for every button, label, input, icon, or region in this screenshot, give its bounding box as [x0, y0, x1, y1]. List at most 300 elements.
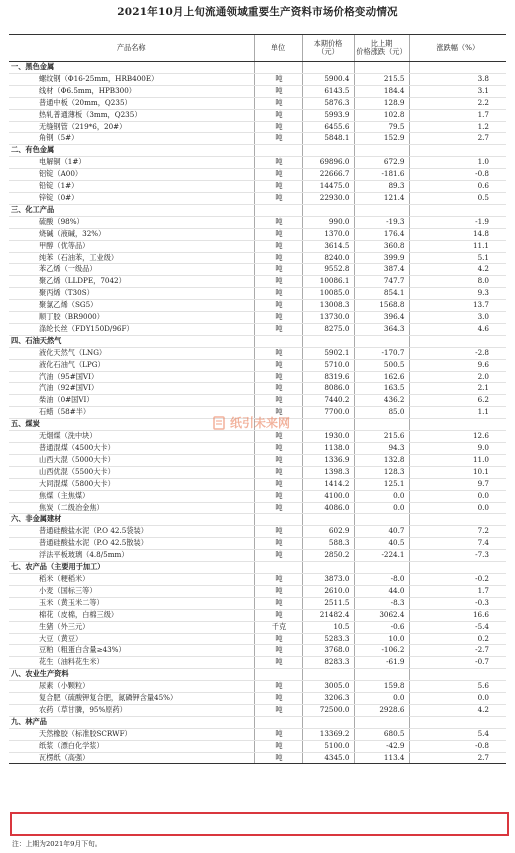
- change-cell: -0.6: [354, 621, 409, 633]
- change-cell: [354, 145, 409, 157]
- price-cell: 9552.8: [302, 264, 354, 276]
- name-cell: 大同混煤（5800大卡）: [9, 478, 254, 490]
- change-cell: 113.4: [354, 752, 409, 764]
- change-cell: 94.3: [354, 443, 409, 455]
- pct-cell: 7.2: [409, 526, 506, 538]
- table-row: [9, 550, 506, 562]
- header-price: [302, 35, 354, 62]
- pct-cell: 1.7: [409, 109, 506, 121]
- unit-cell: [254, 62, 302, 74]
- pct-cell: [409, 562, 506, 574]
- change-cell: 85.0: [354, 407, 409, 419]
- change-cell: [354, 204, 409, 216]
- table-row: [9, 169, 506, 181]
- pct-cell: 16.6: [409, 609, 506, 621]
- watermark: [212, 414, 290, 431]
- unit-cell: 吨: [254, 347, 302, 359]
- unit-cell: 吨: [254, 681, 302, 693]
- change-cell: 159.8: [354, 681, 409, 693]
- name-cell: 小麦（国标三等）: [9, 585, 254, 597]
- pct-cell: 14.8: [409, 228, 506, 240]
- pct-cell: 2.7: [409, 133, 506, 145]
- name-cell: 无烟煤（洗中块）: [9, 431, 254, 443]
- name-cell: 汽油（95#国VI）: [9, 371, 254, 383]
- pct-cell: -2.7: [409, 645, 506, 657]
- price-cell: 2511.5: [302, 597, 354, 609]
- name-cell: 线材（Φ6.5mm，HPB300）: [9, 85, 254, 97]
- pct-cell: 0.6: [409, 181, 506, 193]
- table-row: [9, 657, 506, 669]
- name-cell: 硫酸（98%）: [9, 216, 254, 228]
- price-cell: 3206.3: [302, 693, 354, 705]
- pct-cell: 0.0: [409, 490, 506, 502]
- pct-cell: [409, 335, 506, 347]
- price-cell: 2610.0: [302, 585, 354, 597]
- pct-cell: 1.7: [409, 585, 506, 597]
- change-cell: 672.9: [354, 157, 409, 169]
- section-title: 二、有色金属: [9, 145, 254, 157]
- name-cell: 瓦楞纸（高强）: [9, 752, 254, 764]
- unit-cell: 吨: [254, 192, 302, 204]
- name-cell: 顺丁胶（BR9000）: [9, 312, 254, 324]
- pct-cell: [409, 514, 506, 526]
- price-cell: 1138.0: [302, 443, 354, 455]
- header-change-line1: 比上期: [370, 38, 393, 48]
- table-row: [9, 73, 506, 85]
- table-row: [9, 395, 506, 407]
- unit-cell: 吨: [254, 597, 302, 609]
- unit-cell: 吨: [254, 85, 302, 97]
- price-cell: 6455.6: [302, 121, 354, 133]
- highlight-box: [10, 812, 509, 836]
- change-cell: 0.0: [354, 490, 409, 502]
- price-cell: 13730.0: [302, 312, 354, 324]
- pct-cell: 7.4: [409, 538, 506, 550]
- unit-cell: [254, 514, 302, 526]
- name-cell: 螺纹钢（Φ16-25mm，HRB400E）: [9, 73, 254, 85]
- change-cell: [354, 419, 409, 431]
- change-cell: [354, 335, 409, 347]
- price-cell: 3614.5: [302, 240, 354, 252]
- unit-cell: 吨: [254, 740, 302, 752]
- change-cell: 680.5: [354, 728, 409, 740]
- table-row: [9, 431, 506, 443]
- unit-cell: 吨: [254, 585, 302, 597]
- pct-cell: 2.1: [409, 383, 506, 395]
- unit-cell: 吨: [254, 97, 302, 109]
- price-cell: [302, 514, 354, 526]
- table-row: [9, 728, 506, 740]
- pct-cell: 2.2: [409, 97, 506, 109]
- change-cell: 44.0: [354, 585, 409, 597]
- unit-cell: 吨: [254, 133, 302, 145]
- unit-cell: [254, 204, 302, 216]
- name-cell: 锌锭（0#）: [9, 192, 254, 204]
- unit-cell: 吨: [254, 300, 302, 312]
- unit-cell: 吨: [254, 288, 302, 300]
- table-row: [9, 621, 506, 633]
- name-cell: 石蜡（58#半）: [9, 407, 254, 419]
- table-row: [9, 443, 506, 455]
- table-row: [9, 264, 506, 276]
- change-cell: 396.4: [354, 312, 409, 324]
- unit-cell: 吨: [254, 252, 302, 264]
- table-row: [9, 347, 506, 359]
- table-row: [9, 121, 506, 133]
- name-cell: 甲醇（优等品）: [9, 240, 254, 252]
- pct-cell: 0.2: [409, 633, 506, 645]
- unit-cell: 吨: [254, 371, 302, 383]
- pct-cell: [409, 145, 506, 157]
- name-cell: 生猪（外三元）: [9, 621, 254, 633]
- unit-cell: 吨: [254, 526, 302, 538]
- price-cell: 4345.0: [302, 752, 354, 764]
- price-cell: 5900.4: [302, 73, 354, 85]
- table-row: [9, 300, 506, 312]
- price-cell: 602.9: [302, 526, 354, 538]
- table-row: [9, 609, 506, 621]
- table-row: [9, 157, 506, 169]
- unit-cell: 吨: [254, 240, 302, 252]
- pct-cell: 6.2: [409, 395, 506, 407]
- section-row: [9, 562, 506, 574]
- section-title: 六、非金属建材: [9, 514, 254, 526]
- pct-cell: 11.0: [409, 454, 506, 466]
- section-title: 五、煤炭: [9, 419, 254, 431]
- price-cell: 13008.3: [302, 300, 354, 312]
- unit-cell: 千克: [254, 621, 302, 633]
- change-cell: -8.0: [354, 573, 409, 585]
- name-cell: 汽油（92#国VI）: [9, 383, 254, 395]
- price-cell: 3768.0: [302, 645, 354, 657]
- pct-cell: -5.4: [409, 621, 506, 633]
- table-row: [9, 693, 506, 705]
- unit-cell: 吨: [254, 550, 302, 562]
- header-price-line1: 本期价格: [313, 38, 343, 48]
- pct-cell: [409, 62, 506, 74]
- header-pct: 涨跌幅（%）: [409, 35, 506, 62]
- price-cell: 10086.1: [302, 276, 354, 288]
- table-row: [9, 538, 506, 550]
- change-cell: 436.2: [354, 395, 409, 407]
- price-cell: 8283.3: [302, 657, 354, 669]
- unit-cell: 吨: [254, 645, 302, 657]
- name-cell: 聚氯乙烯（SG5）: [9, 300, 254, 312]
- price-cell: 5283.3: [302, 633, 354, 645]
- table-row: [9, 526, 506, 538]
- table-row: [9, 633, 506, 645]
- price-cell: 7700.0: [302, 407, 354, 419]
- unit-cell: 吨: [254, 359, 302, 371]
- change-cell: -61.9: [354, 657, 409, 669]
- name-cell: 大豆（黄豆）: [9, 633, 254, 645]
- table-row: [9, 585, 506, 597]
- name-cell: 焦煤（主焦煤）: [9, 490, 254, 502]
- name-cell: 复合肥（硫酸钾复合肥，氮磷钾含量45%）: [9, 693, 254, 705]
- page-title: 2021年10月上旬流通领域重要生产资料市场价格变动情况: [117, 6, 398, 18]
- table-row: [9, 704, 506, 716]
- table-row: [9, 383, 506, 395]
- name-cell: 纯苯（石油苯，工业级）: [9, 252, 254, 264]
- table-row: [9, 109, 506, 121]
- name-cell: 无缝钢管（219*6，20#）: [9, 121, 254, 133]
- change-cell: 2928.6: [354, 704, 409, 716]
- section-row: [9, 669, 506, 681]
- pct-cell: 9.0: [409, 443, 506, 455]
- pct-cell: 3.8: [409, 73, 506, 85]
- unit-cell: 吨: [254, 312, 302, 324]
- change-cell: 387.4: [354, 264, 409, 276]
- name-cell: 铅锭（1#）: [9, 181, 254, 193]
- name-cell: 普通中板（20mm，Q235）: [9, 97, 254, 109]
- unit-cell: 吨: [254, 704, 302, 716]
- price-cell: 5710.0: [302, 359, 354, 371]
- table-row: [9, 573, 506, 585]
- pct-cell: 8.0: [409, 276, 506, 288]
- section-title: 八、农业生产资料: [9, 669, 254, 681]
- change-cell: -181.6: [354, 169, 409, 181]
- change-cell: 128.9: [354, 97, 409, 109]
- table-row: [9, 85, 506, 97]
- price-cell: 13369.2: [302, 728, 354, 740]
- change-cell: -224.1: [354, 550, 409, 562]
- name-cell: 焦炭（二级冶金焦）: [9, 502, 254, 514]
- header-change: [354, 35, 409, 62]
- unit-cell: [254, 716, 302, 728]
- price-cell: 2850.2: [302, 550, 354, 562]
- pct-cell: 13.7: [409, 300, 506, 312]
- section-title: 一、黑色金属: [9, 62, 254, 74]
- header-unit: 单位: [254, 35, 302, 62]
- change-cell: 0.0: [354, 693, 409, 705]
- watermark-text: 纸引未来网: [230, 416, 291, 430]
- change-cell: -42.9: [354, 740, 409, 752]
- change-cell: 0.0: [354, 502, 409, 514]
- table-row: [9, 597, 506, 609]
- price-cell: 5848.1: [302, 133, 354, 145]
- name-cell: 普通混煤（4500大卡）: [9, 443, 254, 455]
- table-row: [9, 478, 506, 490]
- unit-cell: 吨: [254, 657, 302, 669]
- price-cell: 10.5: [302, 621, 354, 633]
- price-table: [9, 34, 506, 764]
- name-cell: 柴油（0#国VI）: [9, 395, 254, 407]
- name-cell: 农药（草甘膦，95%原药）: [9, 704, 254, 716]
- unit-cell: 吨: [254, 466, 302, 478]
- price-cell: 7440.2: [302, 395, 354, 407]
- unit-cell: 吨: [254, 216, 302, 228]
- name-cell: 聚乙烯（LLDPE，7042）: [9, 276, 254, 288]
- table-row: [9, 490, 506, 502]
- header-change-line2: 价格涨跌（元）: [356, 47, 407, 56]
- change-cell: 747.7: [354, 276, 409, 288]
- change-cell: 40.7: [354, 526, 409, 538]
- unit-cell: 吨: [254, 323, 302, 335]
- table-row: [9, 645, 506, 657]
- price-cell: [302, 145, 354, 157]
- change-cell: [354, 514, 409, 526]
- change-cell: 79.5: [354, 121, 409, 133]
- change-cell: 152.9: [354, 133, 409, 145]
- unit-cell: 吨: [254, 478, 302, 490]
- name-cell: 聚丙烯（T30S）: [9, 288, 254, 300]
- table-row: [9, 359, 506, 371]
- price-cell: 1336.9: [302, 454, 354, 466]
- change-cell: 176.4: [354, 228, 409, 240]
- pct-cell: 4.2: [409, 264, 506, 276]
- name-cell: 尿素（小颗粒）: [9, 681, 254, 693]
- unit-cell: 吨: [254, 228, 302, 240]
- price-cell: 1370.0: [302, 228, 354, 240]
- price-cell: 5993.9: [302, 109, 354, 121]
- pct-cell: [409, 204, 506, 216]
- unit-cell: [254, 145, 302, 157]
- table-header-row: [9, 35, 506, 62]
- pct-cell: 1.2: [409, 121, 506, 133]
- section-row: [9, 62, 506, 74]
- price-cell: [302, 562, 354, 574]
- table-body: [9, 62, 506, 764]
- pct-cell: -1.9: [409, 216, 506, 228]
- name-cell: 纸浆（漂白化学浆）: [9, 740, 254, 752]
- change-cell: [354, 669, 409, 681]
- price-cell: 69896.0: [302, 157, 354, 169]
- name-cell: 热轧普通薄板（3mm，Q235）: [9, 109, 254, 121]
- change-cell: 364.3: [354, 323, 409, 335]
- pct-cell: 3.0: [409, 312, 506, 324]
- price-cell: [302, 716, 354, 728]
- section-row: [9, 716, 506, 728]
- table-row: [9, 216, 506, 228]
- change-cell: -19.3: [354, 216, 409, 228]
- name-cell: 普通硅酸盐水泥（P.O 42.5散装）: [9, 538, 254, 550]
- unit-cell: 吨: [254, 181, 302, 193]
- price-cell: 8240.0: [302, 252, 354, 264]
- change-cell: -170.7: [354, 347, 409, 359]
- header-price-line2: （元）: [317, 47, 339, 56]
- pct-cell: 12.6: [409, 431, 506, 443]
- pct-cell: -0.8: [409, 740, 506, 752]
- table-row: [9, 181, 506, 193]
- unit-cell: 吨: [254, 383, 302, 395]
- change-cell: 215.5: [354, 73, 409, 85]
- unit-cell: 吨: [254, 431, 302, 443]
- change-cell: 10.0: [354, 633, 409, 645]
- price-cell: 22930.0: [302, 192, 354, 204]
- change-cell: 89.3: [354, 181, 409, 193]
- pct-cell: -0.2: [409, 573, 506, 585]
- unit-cell: 吨: [254, 490, 302, 502]
- name-cell: 铝锭（A00）: [9, 169, 254, 181]
- section-row: [9, 514, 506, 526]
- section-title: 七、农产品（主要用于加工）: [9, 562, 254, 574]
- unit-cell: 吨: [254, 109, 302, 121]
- price-cell: 990.0: [302, 216, 354, 228]
- price-cell: 5902.1: [302, 347, 354, 359]
- price-cell: 5876.3: [302, 97, 354, 109]
- paper-logo-icon: [212, 416, 226, 430]
- unit-cell: 吨: [254, 752, 302, 764]
- pct-cell: 2.7: [409, 752, 506, 764]
- price-cell: 3005.0: [302, 681, 354, 693]
- change-cell: 102.8: [354, 109, 409, 121]
- pct-cell: 5.4: [409, 728, 506, 740]
- section-row: [9, 204, 506, 216]
- name-cell: 天然橡胶（标准胶SCRWF）: [9, 728, 254, 740]
- table-row: [9, 752, 506, 764]
- change-cell: 184.4: [354, 85, 409, 97]
- pct-cell: 9.7: [409, 478, 506, 490]
- price-cell: [302, 204, 354, 216]
- table-row: [9, 252, 506, 264]
- section-row: [9, 145, 506, 157]
- change-cell: -8.3: [354, 597, 409, 609]
- table-row: [9, 740, 506, 752]
- unit-cell: 吨: [254, 276, 302, 288]
- name-cell: 液化天然气（LNG）: [9, 347, 254, 359]
- name-cell: 苯乙烯（一级品）: [9, 264, 254, 276]
- pct-cell: -0.8: [409, 169, 506, 181]
- unit-cell: 吨: [254, 407, 302, 419]
- change-cell: 132.8: [354, 454, 409, 466]
- price-cell: 8275.0: [302, 323, 354, 335]
- table-row: [9, 192, 506, 204]
- unit-cell: 吨: [254, 121, 302, 133]
- change-cell: 399.9: [354, 252, 409, 264]
- price-cell: 1414.2: [302, 478, 354, 490]
- change-cell: [354, 62, 409, 74]
- table-row: [9, 323, 506, 335]
- unit-cell: 吨: [254, 609, 302, 621]
- price-cell: 14475.0: [302, 181, 354, 193]
- footnote: 注：上期为2021年9月下旬。: [12, 840, 102, 848]
- change-cell: 500.5: [354, 359, 409, 371]
- pct-cell: 3.1: [409, 85, 506, 97]
- name-cell: 花生（油料花生米）: [9, 657, 254, 669]
- unit-cell: [254, 669, 302, 681]
- unit-cell: [254, 562, 302, 574]
- pct-cell: 10.1: [409, 466, 506, 478]
- change-cell: [354, 562, 409, 574]
- price-cell: [302, 419, 354, 431]
- change-cell: 121.4: [354, 192, 409, 204]
- change-cell: -106.2: [354, 645, 409, 657]
- table-row: [9, 454, 506, 466]
- table-row: [9, 681, 506, 693]
- pct-cell: 1.1: [409, 407, 506, 419]
- price-cell: 10085.0: [302, 288, 354, 300]
- unit-cell: 吨: [254, 73, 302, 85]
- unit-cell: 吨: [254, 443, 302, 455]
- name-cell: 烧碱（液碱，32%）: [9, 228, 254, 240]
- pct-cell: 4.2: [409, 704, 506, 716]
- section-row: [9, 335, 506, 347]
- price-cell: [302, 62, 354, 74]
- table-row: [9, 276, 506, 288]
- section-title: 九、林产品: [9, 716, 254, 728]
- change-cell: 162.6: [354, 371, 409, 383]
- unit-cell: 吨: [254, 454, 302, 466]
- table-row: [9, 228, 506, 240]
- name-cell: 涤纶长丝（FDY150D/96F）: [9, 323, 254, 335]
- unit-cell: 吨: [254, 169, 302, 181]
- pct-cell: 0.0: [409, 693, 506, 705]
- change-cell: 125.1: [354, 478, 409, 490]
- pct-cell: [409, 669, 506, 681]
- price-cell: 3873.0: [302, 573, 354, 585]
- pct-cell: -0.7: [409, 657, 506, 669]
- name-cell: 稻米（粳稻米）: [9, 573, 254, 585]
